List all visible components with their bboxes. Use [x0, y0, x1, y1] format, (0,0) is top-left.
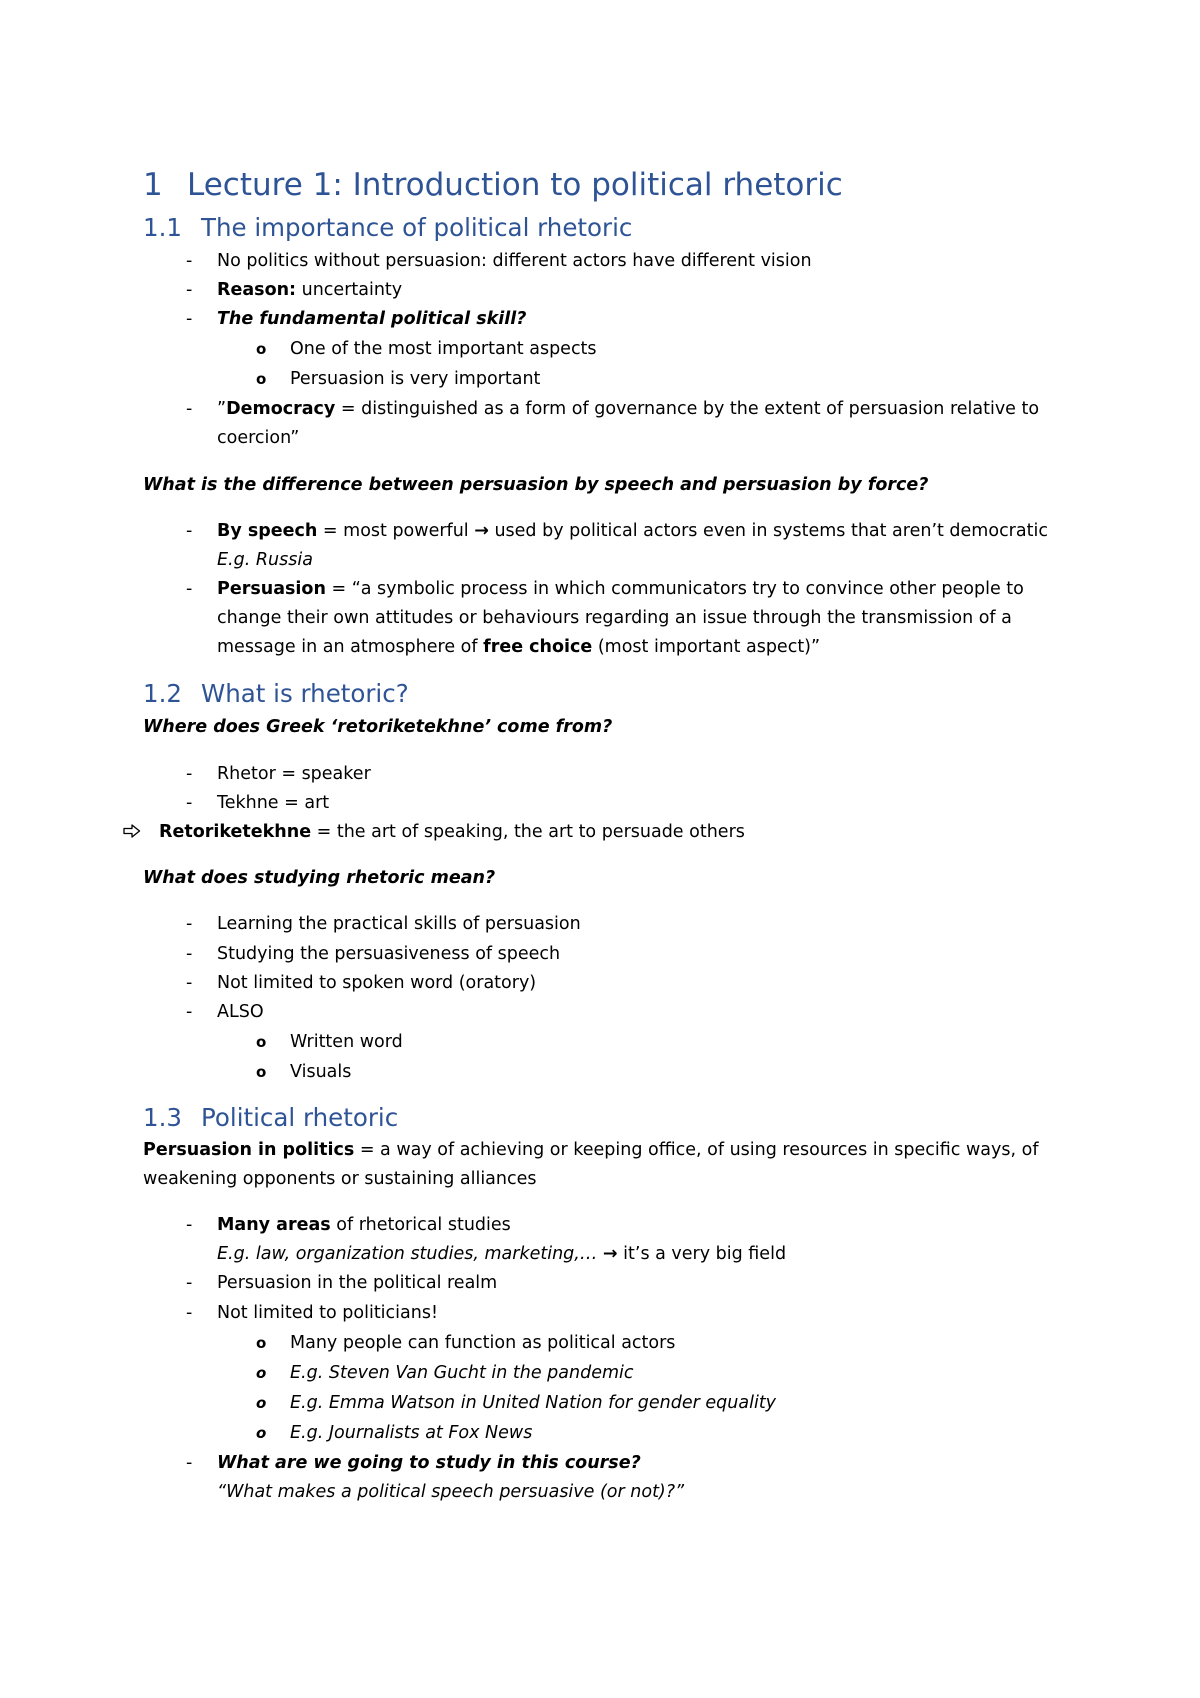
sub-list-item: Persuasion is very important: [290, 369, 541, 389]
item-text: = most powerful: [317, 521, 475, 541]
bullet-circle: o: [256, 1364, 267, 1382]
bullet-circle: o: [256, 1334, 267, 1352]
heading-text: Political rhetoric: [201, 1103, 399, 1132]
bullet-dash: -: [186, 280, 193, 300]
list-item: Not limited to politicians!: [217, 1303, 438, 1323]
bullet-dash: -: [186, 1453, 193, 1473]
list-item: [217, 520, 1048, 542]
arrow-right-icon: →: [602, 1244, 618, 1264]
heading-number: 1.3: [143, 1103, 182, 1132]
bullet-dash: -: [186, 793, 193, 813]
item-text: = the art of speaking, the art to persuade others: [311, 822, 745, 842]
example-italic: E.g. law, organization studies, marketing,…: [217, 1244, 598, 1264]
bullet-dash: -: [186, 764, 193, 784]
list-item: Persuasion in the political realm: [217, 1273, 498, 1293]
intro-paragraph-continuation: weakening opponents or sustaining alliances: [143, 1169, 537, 1189]
bullet-dash: -: [186, 579, 193, 599]
hollow-arrow-icon: [123, 824, 141, 838]
bullet-dash: -: [186, 399, 193, 419]
list-item-continuation: change their own attitudes or behaviours regarding an issue through the transmission of a: [217, 608, 1012, 628]
question-heading: Where does Greek ‘retoriketekhne’ come from?: [143, 717, 613, 737]
bullet-dash: -: [186, 251, 193, 271]
list-item: Not limited to spoken word (oratory): [217, 973, 537, 993]
list-item: [217, 279, 402, 301]
heading-number: 1.1: [143, 213, 182, 242]
item-text: = distinguished as a form of governance by the extent of persuasion relative to: [335, 399, 1040, 419]
sub-list-item: One of the most important aspects: [290, 339, 597, 359]
heading-text: The importance of political rhetoric: [201, 213, 633, 242]
bullet-circle: o: [256, 1394, 267, 1412]
list-item: No politics without persuasion: different actors have different vision: [217, 251, 812, 271]
example-text: E.g. Russia: [217, 550, 313, 570]
bullet-circle: o: [256, 340, 267, 358]
example-text: [217, 1243, 786, 1265]
item-text: = “a symbolic process in which communicators try to convince other people to: [325, 579, 1024, 599]
list-item: Learning the practical skills of persuasion: [217, 914, 581, 934]
bullet-circle: o: [256, 1424, 267, 1442]
bullet-circle: o: [256, 370, 267, 388]
item-text: message in an atmosphere of: [217, 637, 484, 657]
item-text: uncertainty: [296, 280, 403, 300]
conclusion-line: [159, 821, 745, 843]
bold-term: Persuasion in politics: [143, 1140, 355, 1160]
quote-text: “What makes a political speech persuasive (or not)?”: [217, 1482, 685, 1502]
bold-term: Retoriketekhne: [159, 822, 312, 842]
bullet-dash: -: [186, 973, 193, 993]
bullet-circle: o: [256, 1033, 267, 1051]
item-text: it’s a very big field: [617, 1244, 787, 1264]
bullet-dash: -: [186, 914, 193, 934]
intro-paragraph: [143, 1139, 1038, 1161]
list-item: What are we going to study in this course?: [217, 1453, 641, 1473]
list-item-continuation: coercion”: [217, 428, 300, 448]
bold-term: free choice: [483, 637, 593, 657]
section-heading-1-3: [143, 1103, 398, 1133]
section-heading-1-2: [143, 679, 409, 709]
sub-list-item: E.g. Journalists at Fox News: [290, 1423, 533, 1443]
list-item: [217, 578, 1024, 600]
list-item: Studying the persuasiveness of speech: [217, 944, 561, 964]
sub-list-item: E.g. Emma Watson in United Nation for gender equality: [290, 1393, 777, 1413]
bullet-dash: -: [186, 1273, 193, 1293]
sub-list-item: Many people can function as political actors: [290, 1333, 676, 1353]
list-item: Tekhne = art: [217, 793, 330, 813]
list-item: [217, 1214, 511, 1236]
list-item-continuation: [217, 636, 820, 658]
bullet-circle: o: [256, 1063, 267, 1081]
arrow-right-icon: →: [474, 521, 489, 541]
bullet-dash: -: [186, 1303, 193, 1323]
list-item: The fundamental political skill?: [217, 309, 527, 329]
item-text: = a way of achieving or keeping office, of using resources in specific ways, of: [354, 1140, 1039, 1160]
bold-term: Many areas: [217, 1215, 331, 1235]
section-heading-1-1: [143, 213, 632, 243]
sub-list-item: Visuals: [290, 1062, 352, 1082]
sub-list-item: E.g. Steven Van Gucht in the pandemic: [290, 1363, 634, 1383]
bullet-dash: -: [186, 944, 193, 964]
bold-term: Reason:: [217, 280, 297, 300]
question-heading: What is the difference between persuasion by speech and persuasion by force?: [143, 475, 929, 495]
bullet-dash: -: [186, 1215, 193, 1235]
list-item: Rhetor = speaker: [217, 764, 371, 784]
item-text: used by political actors even in systems that aren’t democratic: [488, 521, 1048, 541]
list-item: [217, 398, 1039, 420]
bold-term: Democracy: [226, 399, 336, 419]
item-text: (most important aspect)”: [592, 637, 821, 657]
page-title: [143, 167, 843, 203]
sub-list-item: Written word: [290, 1032, 403, 1052]
heading-number: 1.2: [143, 679, 182, 708]
heading-number: 1: [143, 167, 163, 203]
bullet-dash: -: [186, 1002, 193, 1022]
bullet-dash: -: [186, 521, 193, 541]
heading-text: What is rhetoric?: [201, 679, 409, 708]
item-text: of rhetorical studies: [330, 1215, 511, 1235]
bold-term: By speech: [217, 521, 318, 541]
open-quote: ”: [217, 399, 227, 419]
bullet-dash: -: [186, 309, 193, 329]
heading-text: Lecture 1: Introduction to political rhetoric: [187, 167, 843, 203]
bold-term: Persuasion: [217, 579, 326, 599]
question-heading: What does studying rhetoric mean?: [143, 868, 496, 888]
list-item: ALSO: [217, 1002, 264, 1022]
